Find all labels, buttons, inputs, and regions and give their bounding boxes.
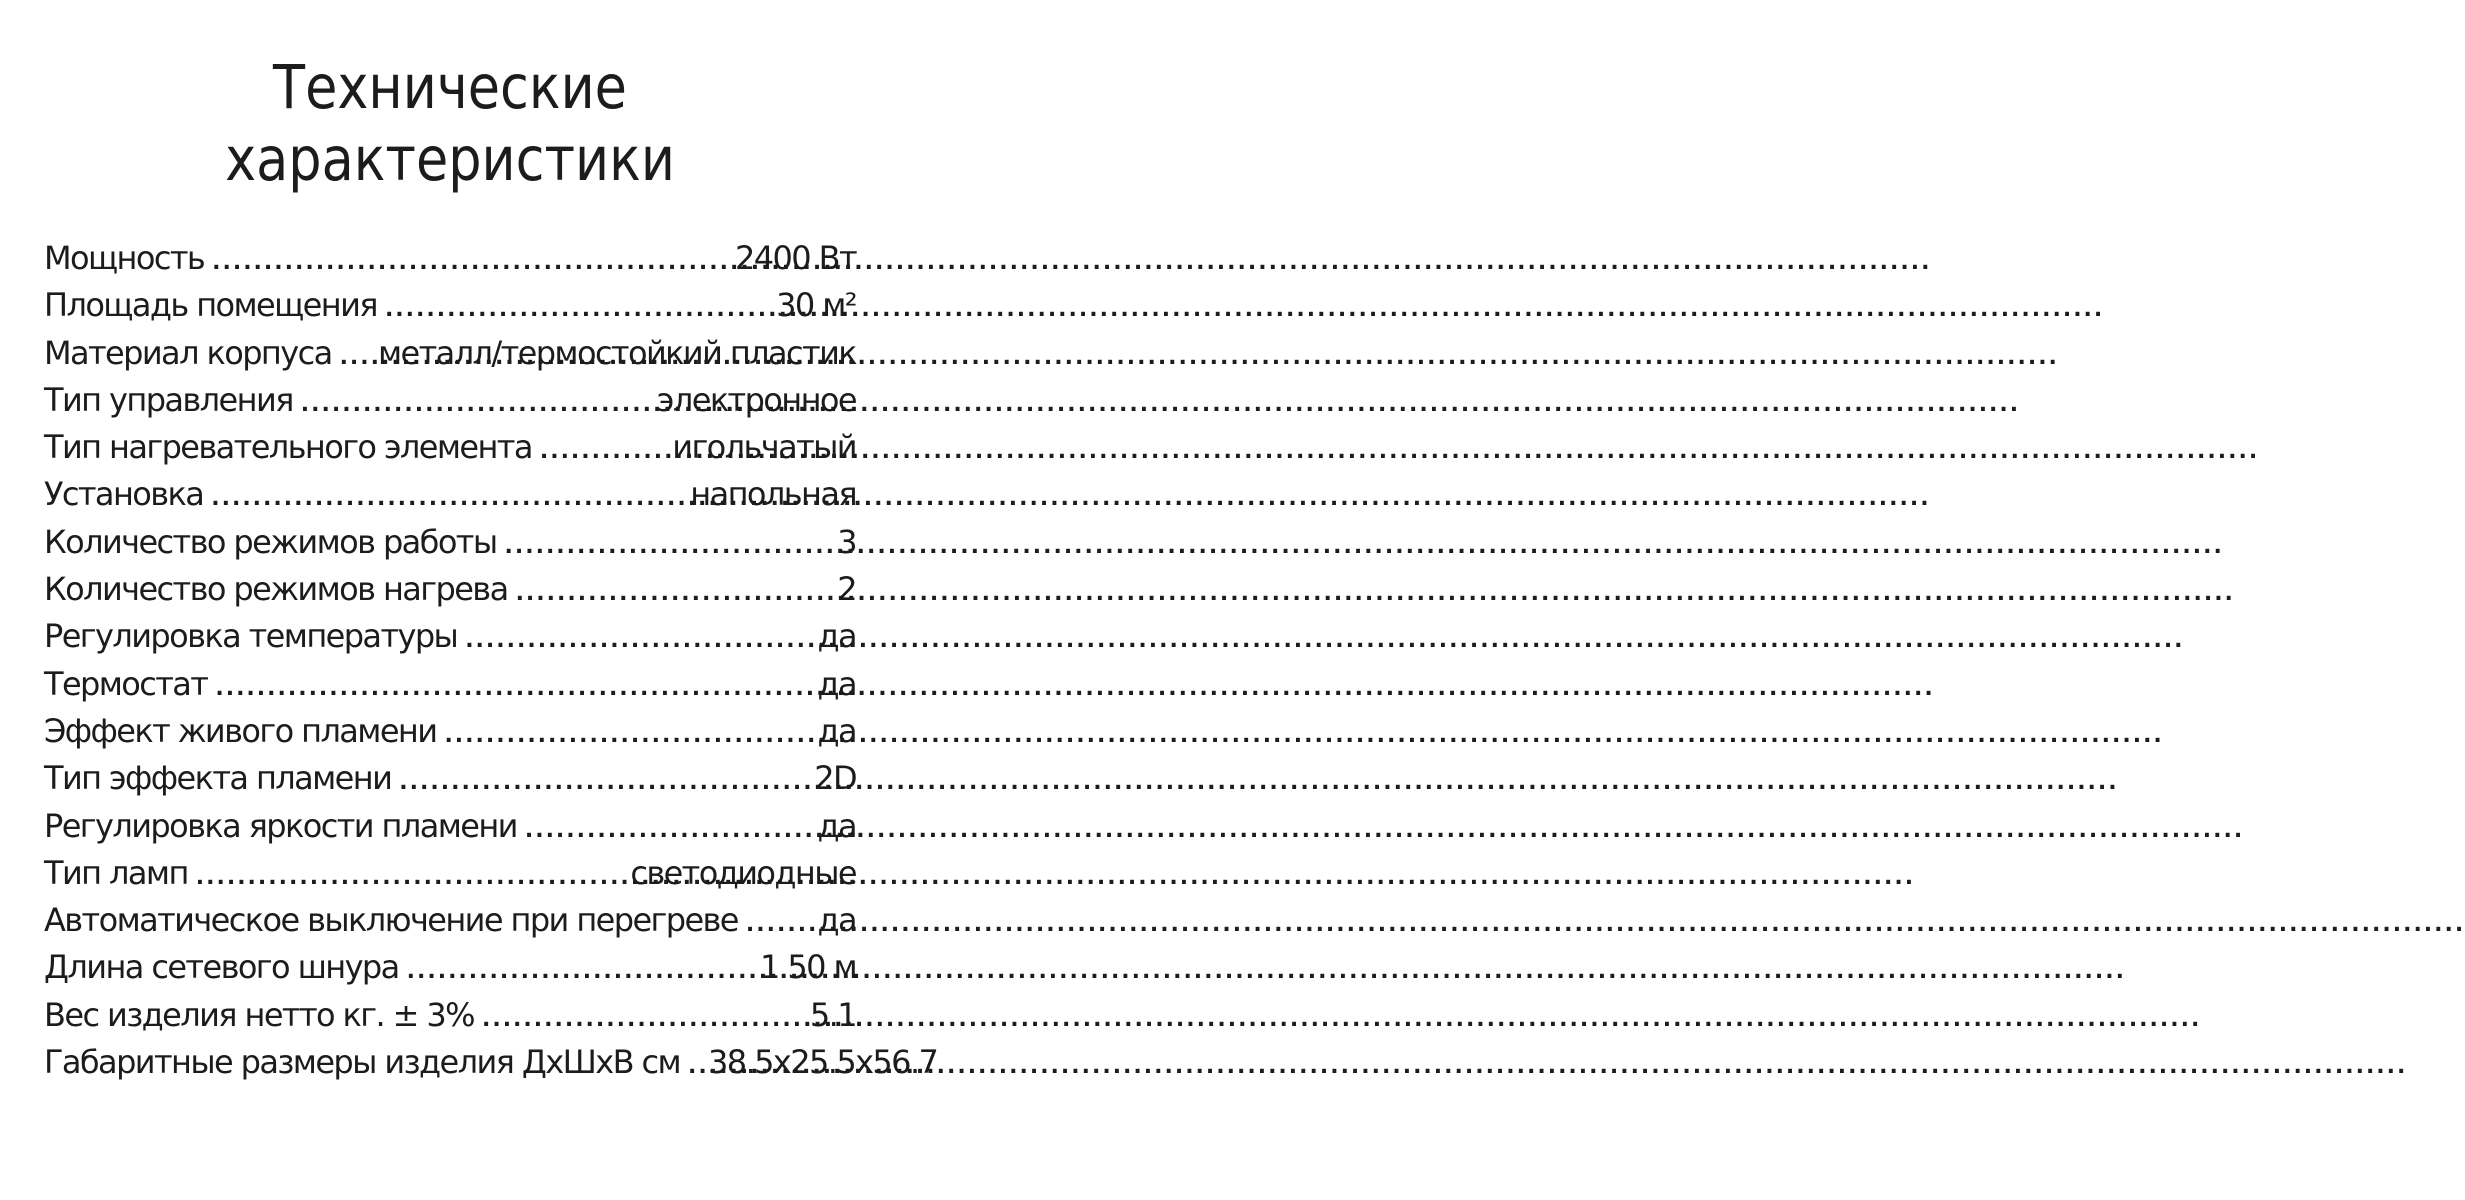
spec-row-operating-modes <box>44 519 856 566</box>
spec-label: Мощность <box>44 239 205 277</box>
spec-label: Количество режимов нагрева <box>44 570 508 609</box>
title-line-2: характеристики <box>225 124 675 195</box>
spec-value: 30 м² <box>776 286 856 325</box>
spec-row-installation <box>44 471 856 518</box>
spec-label: Материал корпуса <box>44 333 332 372</box>
spec-label: Автоматическое выключение при перегреве <box>44 901 738 940</box>
spec-label: Габаритные размеры изделия ДхШхВ см <box>44 1043 681 1082</box>
dot-leader <box>196 854 623 901</box>
spec-row-overheat-shutoff <box>44 897 856 944</box>
spec-label: Длина сетевого шнура <box>44 948 399 987</box>
spec-row-power <box>44 235 856 282</box>
spec-value: напольная <box>690 475 856 514</box>
dot-leader <box>482 996 802 1043</box>
dot-leader <box>444 712 809 759</box>
spec-row-control-type <box>44 377 856 424</box>
spec-value: 2400 Вт <box>734 239 856 277</box>
spec-value: электронное <box>656 380 856 419</box>
spec-label: Тип ламп <box>44 853 188 892</box>
dot-leader <box>688 1043 700 1090</box>
spec-value: 3 <box>837 522 856 561</box>
spec-value: да <box>817 711 856 750</box>
dot-leader <box>385 286 768 333</box>
dot-leader <box>212 239 727 286</box>
dot-leader <box>399 759 806 806</box>
spec-row-dimensions <box>44 1039 938 1086</box>
spec-value: да <box>817 617 856 656</box>
spec-row-body-material <box>44 330 856 377</box>
spec-label: Вес изделия нетто кг. ± 3% <box>44 995 474 1034</box>
dot-leader <box>746 901 810 948</box>
spec-value: 1.50 м <box>760 948 856 987</box>
spec-label: Тип эффекта пламени <box>44 759 392 798</box>
spec-value: игольчатый <box>672 428 856 467</box>
spec-value: 5.1 <box>809 995 856 1034</box>
spec-label: Регулировка температуры <box>44 617 458 656</box>
dot-leader <box>465 617 809 664</box>
spec-row-heating-element <box>44 424 856 471</box>
spec-label: Эффект живого пламени <box>44 711 437 750</box>
spec-label: Регулировка яркости пламени <box>44 806 517 845</box>
spec-label: Тип управления <box>44 380 293 419</box>
spec-label: Термостат <box>44 664 208 703</box>
spec-value: да <box>817 806 856 845</box>
spec-row-lamp-type <box>44 850 856 897</box>
dot-leader <box>407 948 752 995</box>
title-line-1: Технические <box>273 52 627 123</box>
spec-row-temperature-control <box>44 613 856 660</box>
spec-label: Количество режимов работы <box>44 522 497 561</box>
spec-list <box>44 235 938 1086</box>
spec-value: да <box>817 664 856 703</box>
dot-leader <box>340 334 370 381</box>
dot-leader <box>505 523 830 570</box>
spec-value: да <box>817 901 856 940</box>
spec-label: Тип нагревательного элемента <box>44 428 532 467</box>
spec-row-heating-modes <box>44 566 856 613</box>
spec-row-cord-length <box>44 944 856 991</box>
spec-row-room-area <box>44 282 856 329</box>
spec-value: светодиодные <box>630 853 856 892</box>
spec-row-flame-effect-type <box>44 755 856 802</box>
spec-value: 2 <box>837 570 856 609</box>
dot-leader <box>215 665 809 712</box>
spec-row-net-weight <box>44 992 856 1039</box>
spec-value: 38.5x25.5x56.7 <box>708 1043 938 1082</box>
spec-row-thermostat <box>44 661 856 708</box>
dot-leader <box>301 381 649 428</box>
dot-leader <box>516 570 830 617</box>
dot-leader <box>540 428 664 475</box>
dot-leader <box>211 475 682 522</box>
page-title <box>63 52 837 196</box>
spec-row-flame-brightness <box>44 803 856 850</box>
spec-value: металл/термостойкий пластик <box>378 333 856 372</box>
spec-value: 2D <box>814 759 856 798</box>
spec-row-live-flame-effect <box>44 708 856 755</box>
dot-leader <box>525 807 810 854</box>
spec-label: Установка <box>44 475 204 514</box>
spec-label: Площадь помещения <box>44 286 377 325</box>
